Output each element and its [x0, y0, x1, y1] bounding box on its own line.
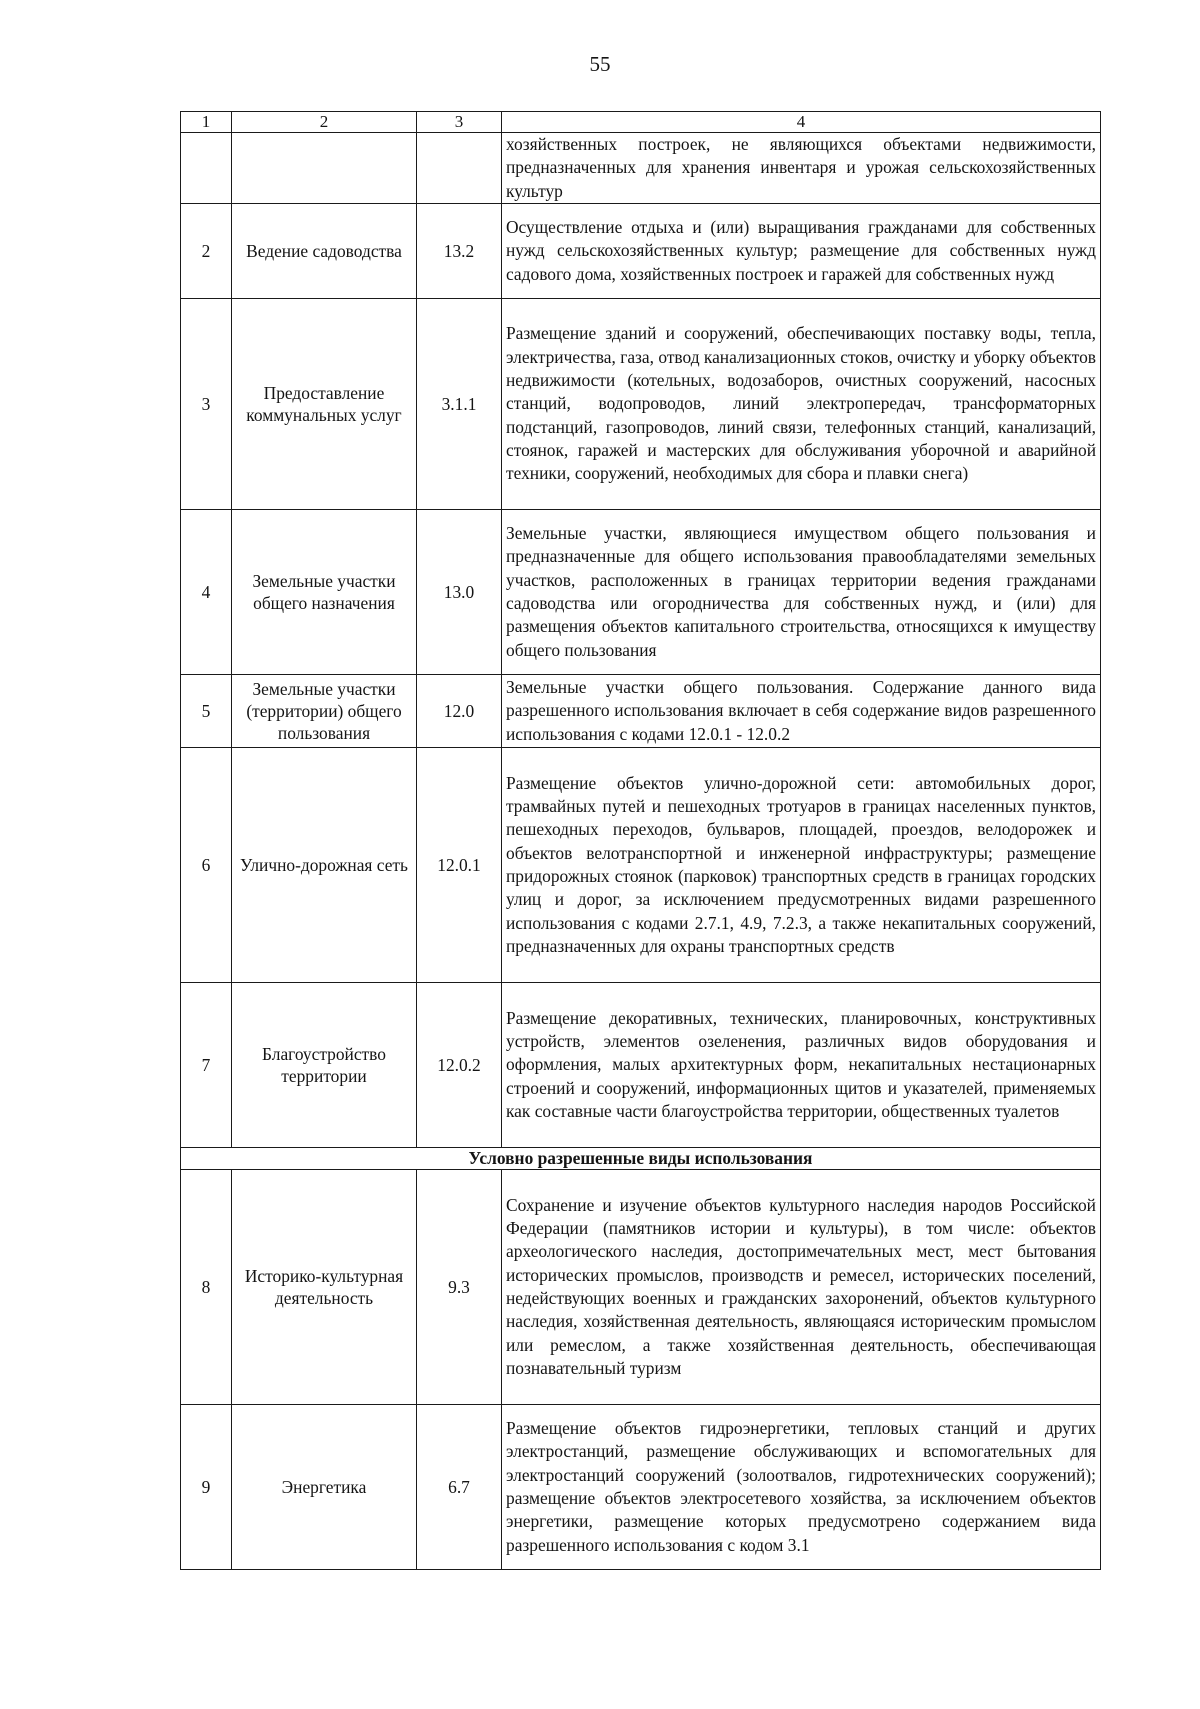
use-type-name — [232, 133, 417, 204]
table-row — [181, 748, 1101, 983]
use-type-description: Осуществление отдыха и (или) выращивания гражданами для собственных нужд сельскохозяйственных культур; размещение для собственных нужд садового дома, хозяйственных построек и гаражей для собственных нужд — [502, 204, 1101, 299]
row-number: 9 — [181, 1405, 232, 1570]
section-header-row — [181, 1148, 1101, 1170]
row-number: 8 — [181, 1170, 232, 1405]
use-type-name: Благоустройство территории — [232, 983, 417, 1148]
page-number: 55 — [589, 52, 611, 76]
use-type-code: 9.3 — [417, 1170, 502, 1405]
row-number: 2 — [181, 204, 232, 299]
table-row — [181, 983, 1101, 1148]
use-type-name: Ведение садоводства — [232, 204, 417, 299]
use-type-name: Земельные участки общего назначения — [232, 510, 417, 675]
row-number: 4 — [181, 510, 232, 675]
use-type-description: Размещение зданий и сооружений, обеспечивающих поставку воды, тепла, электричества, газа, отвод канализационных стоков, очистку и уборку объектов недвижимости (котельных, водозаборов, очистных сооружений, насосных станций, водопроводов, линий электропередач, трансформаторных подстанций, газопроводов, линий связи, телефонных станций, канализаций, стоянок, гаражей и мастерских для обслуживания уборочной и аварийной техники, сооружений, необходимых для сбора и плавки снега) — [502, 299, 1101, 510]
section-title: Условно разрешенные виды использования — [181, 1148, 1101, 1170]
row-number: 7 — [181, 983, 232, 1148]
use-type-code: 13.0 — [417, 510, 502, 675]
table-row — [181, 1170, 1101, 1405]
table-row — [181, 1405, 1101, 1570]
use-type-name: Предоставление коммунальных услуг — [232, 299, 417, 510]
column-header-4: 4 — [502, 112, 1101, 133]
use-type-description: Размещение декоративных, технических, планировочных, конструктивных устройств, элементов озеленения, различных видов оборудования и оформления, малых архитектурных форм, некапитальных нестационарных строений и сооружений, информационных щитов и указателей, применяемых как составные части благоустройства территории, общественных туалетов — [502, 983, 1101, 1148]
use-type-description: хозяйственных построек, не являющихся объектами недвижимости, предназначенных для хранения инвентаря и урожая сельскохозяйственных культур — [502, 133, 1101, 204]
use-type-code — [417, 133, 502, 204]
table-row — [181, 133, 1101, 204]
row-number: 3 — [181, 299, 232, 510]
row-number: 5 — [181, 675, 232, 748]
use-type-code: 13.2 — [417, 204, 502, 299]
use-type-code: 6.7 — [417, 1405, 502, 1570]
use-type-code: 3.1.1 — [417, 299, 502, 510]
use-type-name: Земельные участки (территории) общего пользования — [232, 675, 417, 748]
use-type-code: 12.0 — [417, 675, 502, 748]
column-header-1: 1 — [181, 112, 232, 133]
use-type-name: Улично-дорожная сеть — [232, 748, 417, 983]
column-header-2: 2 — [232, 112, 417, 133]
column-header-3: 3 — [417, 112, 502, 133]
use-type-description: Размещение объектов улично-дорожной сети: автомобильных дорог, трамвайных путей и пешеходных тротуаров в границах населенных пунктов, пешеходных переходов, бульваров, площадей, проездов, велодорожек и объектов велотранспортной и инженерной инфраструктуры; размещение придорожных стоянок (парковок) транспортных средств в границах городских улиц и дорог, за исключением предусмотренных видами разрешенного использования с кодами 2.7.1, 4.9, 7.2.3, а также некапитальных сооружений, предназначенных для охраны транспортных средств — [502, 748, 1101, 983]
use-type-code: 12.0.1 — [417, 748, 502, 983]
table-row — [181, 510, 1101, 675]
column-header-row — [181, 112, 1101, 133]
use-type-name: Энергетика — [232, 1405, 417, 1570]
use-type-code: 12.0.2 — [417, 983, 502, 1148]
use-type-description: Сохранение и изучение объектов культурного наследия народов Российской Федерации (памятников истории и культуры), в том числе: объектов археологического наследия, достопримечательных мест, мест бытования исторических промыслов, производств и ремесел, исторических поселений, недействующих военных и гражданских захоронений, объектов культурного наследия, хозяйственная деятельность, являющаяся историческим промыслом или ремеслом, а также хозяйственная деятельность, обеспечивающая познавательный туризм — [502, 1170, 1101, 1405]
land-use-table — [180, 111, 1101, 1570]
table-row — [181, 204, 1101, 299]
row-number — [181, 133, 232, 204]
use-type-description: Земельные участки общего пользования. Содержание данного вида разрешенного использования включает в себя содержание видов разрешенного использования с кодами 12.0.1 - 12.0.2 — [502, 675, 1101, 748]
table-row — [181, 675, 1101, 748]
use-type-name: Историко-культурная деятельность — [232, 1170, 417, 1405]
use-type-description: Размещение объектов гидроэнергетики, тепловых станций и других электростанций, размещение обслуживающих и вспомогательных для электростанций сооружений (золоотвалов, гидротехнических сооружений); размещение объектов электросетевого хозяйства, за исключением объектов энергетики, размещение которых предусмотрено содержанием вида разрешенного использования с кодом 3.1 — [502, 1405, 1101, 1570]
row-number: 6 — [181, 748, 232, 983]
table-row — [181, 299, 1101, 510]
use-type-description: Земельные участки, являющиеся имуществом общего пользования и предназначенные для общего использования правообладателями земельных участков, расположенных в границах территории ведения гражданами садоводства или огородничества для собственных нужд, и (или) для размещения объектов капитального строительства, относящихся к имуществу общего пользования — [502, 510, 1101, 675]
